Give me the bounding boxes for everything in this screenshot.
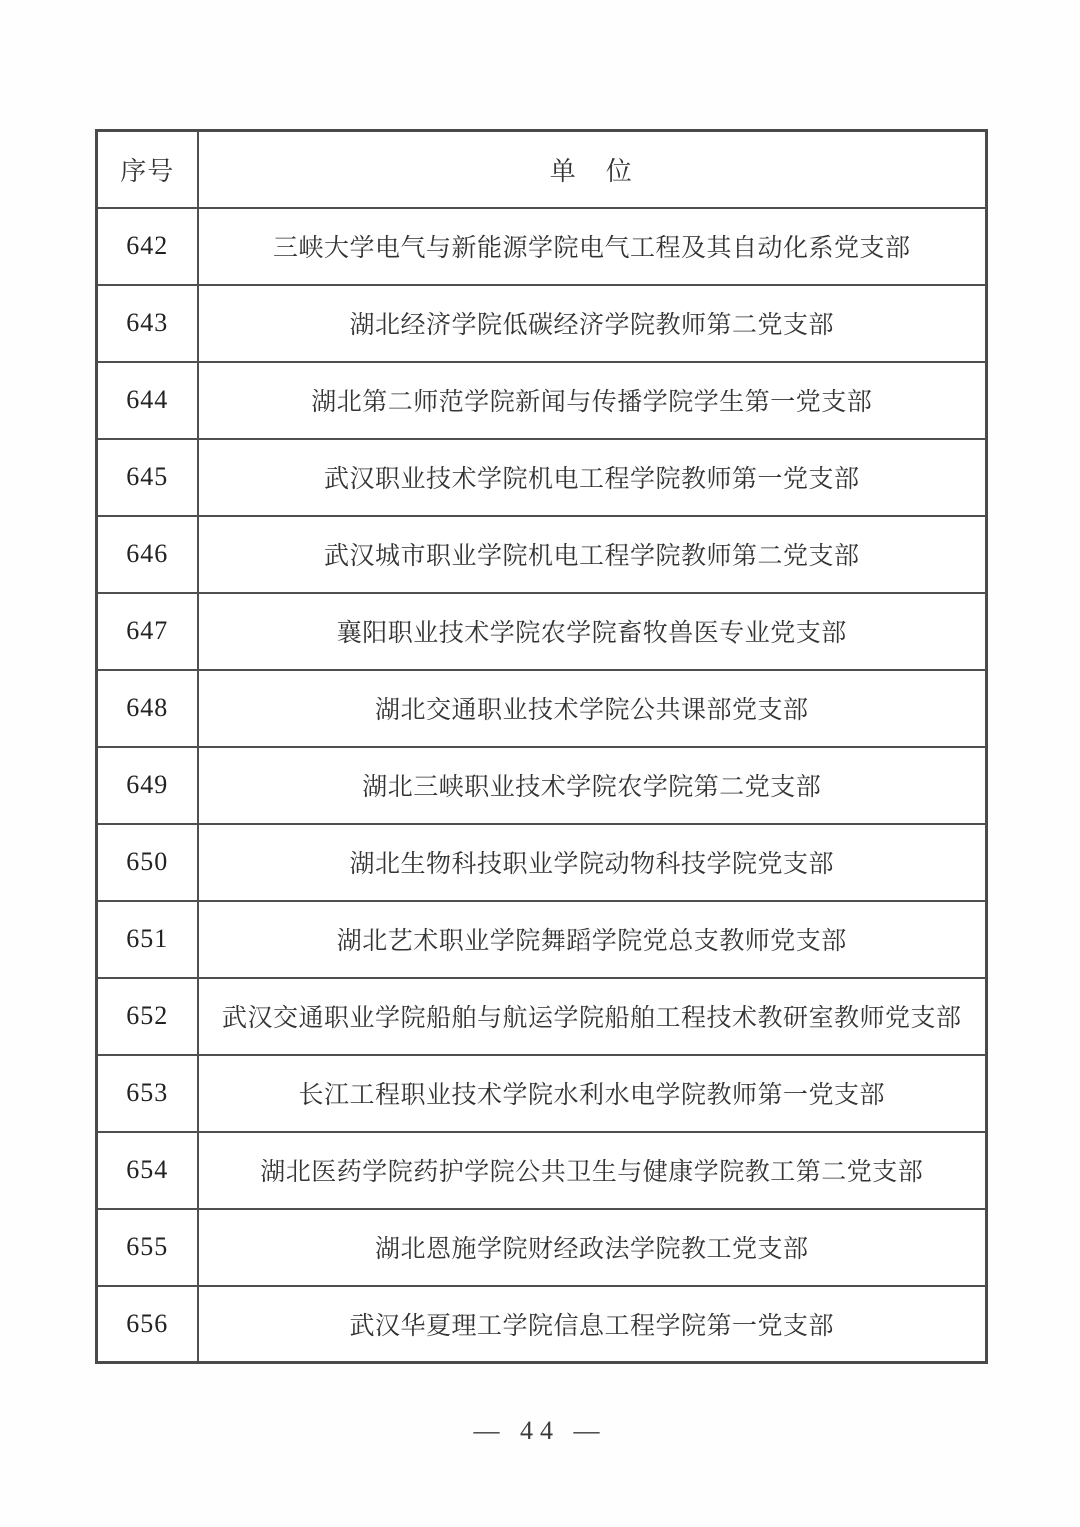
serial-cell: 646 [97,516,198,593]
table-row [97,439,987,516]
unit-cell: 武汉华夏理工学院信息工程学院第一党支部 [198,1286,987,1363]
unit-cell: 长江工程职业技术学院水利水电学院教师第一党支部 [198,1055,987,1132]
serial-cell: 654 [97,1132,198,1209]
table-row [97,1209,987,1286]
col-header-unit: 单 位 [198,131,987,208]
table-row [97,285,987,362]
table-row [97,208,987,285]
table-row [97,824,987,901]
table-row [97,1132,987,1209]
serial-cell: 648 [97,670,198,747]
unit-cell: 武汉城市职业学院机电工程学院教师第二党支部 [198,516,987,593]
serial-cell: 644 [97,362,198,439]
table-row [97,362,987,439]
serial-cell: 655 [97,1209,198,1286]
serial-cell: 649 [97,747,198,824]
serial-cell: 652 [97,978,198,1055]
unit-cell: 湖北第二师范学院新闻与传播学院学生第一党支部 [198,362,987,439]
units-table [95,129,988,1364]
col-header-serial: 序号 [97,131,198,208]
unit-cell: 湖北三峡职业技术学院农学院第二党支部 [198,747,987,824]
serial-cell: 647 [97,593,198,670]
unit-cell: 湖北经济学院低碳经济学院教师第二党支部 [198,285,987,362]
serial-cell: 656 [97,1286,198,1363]
table-header-row [97,131,987,208]
table-row [97,1286,987,1363]
serial-cell: 645 [97,439,198,516]
table-row [97,670,987,747]
unit-cell: 三峡大学电气与新能源学院电气工程及其自动化系党支部 [198,208,987,285]
serial-cell: 651 [97,901,198,978]
table-row [97,901,987,978]
unit-cell: 湖北恩施学院财经政法学院教工党支部 [198,1209,987,1286]
unit-cell: 湖北医药学院药护学院公共卫生与健康学院教工第二党支部 [198,1132,987,1209]
table-row [97,978,987,1055]
table-row [97,1055,987,1132]
unit-cell: 湖北生物科技职业学院动物科技学院党支部 [198,824,987,901]
table-row [97,593,987,670]
unit-cell: 湖北交通职业技术学院公共课部党支部 [198,670,987,747]
unit-cell: 湖北艺术职业学院舞蹈学院党总支教师党支部 [198,901,987,978]
unit-cell: 武汉职业技术学院机电工程学院教师第一党支部 [198,439,987,516]
page-number: — 44 — [473,1416,607,1445]
table-row [97,747,987,824]
unit-cell: 武汉交通职业学院船舶与航运学院船舶工程技术教研室教师党支部 [198,978,987,1055]
serial-cell: 653 [97,1055,198,1132]
table-row [97,516,987,593]
serial-cell: 642 [97,208,198,285]
serial-cell: 650 [97,824,198,901]
serial-cell: 643 [97,285,198,362]
unit-cell: 襄阳职业技术学院农学院畜牧兽医专业党支部 [198,593,987,670]
